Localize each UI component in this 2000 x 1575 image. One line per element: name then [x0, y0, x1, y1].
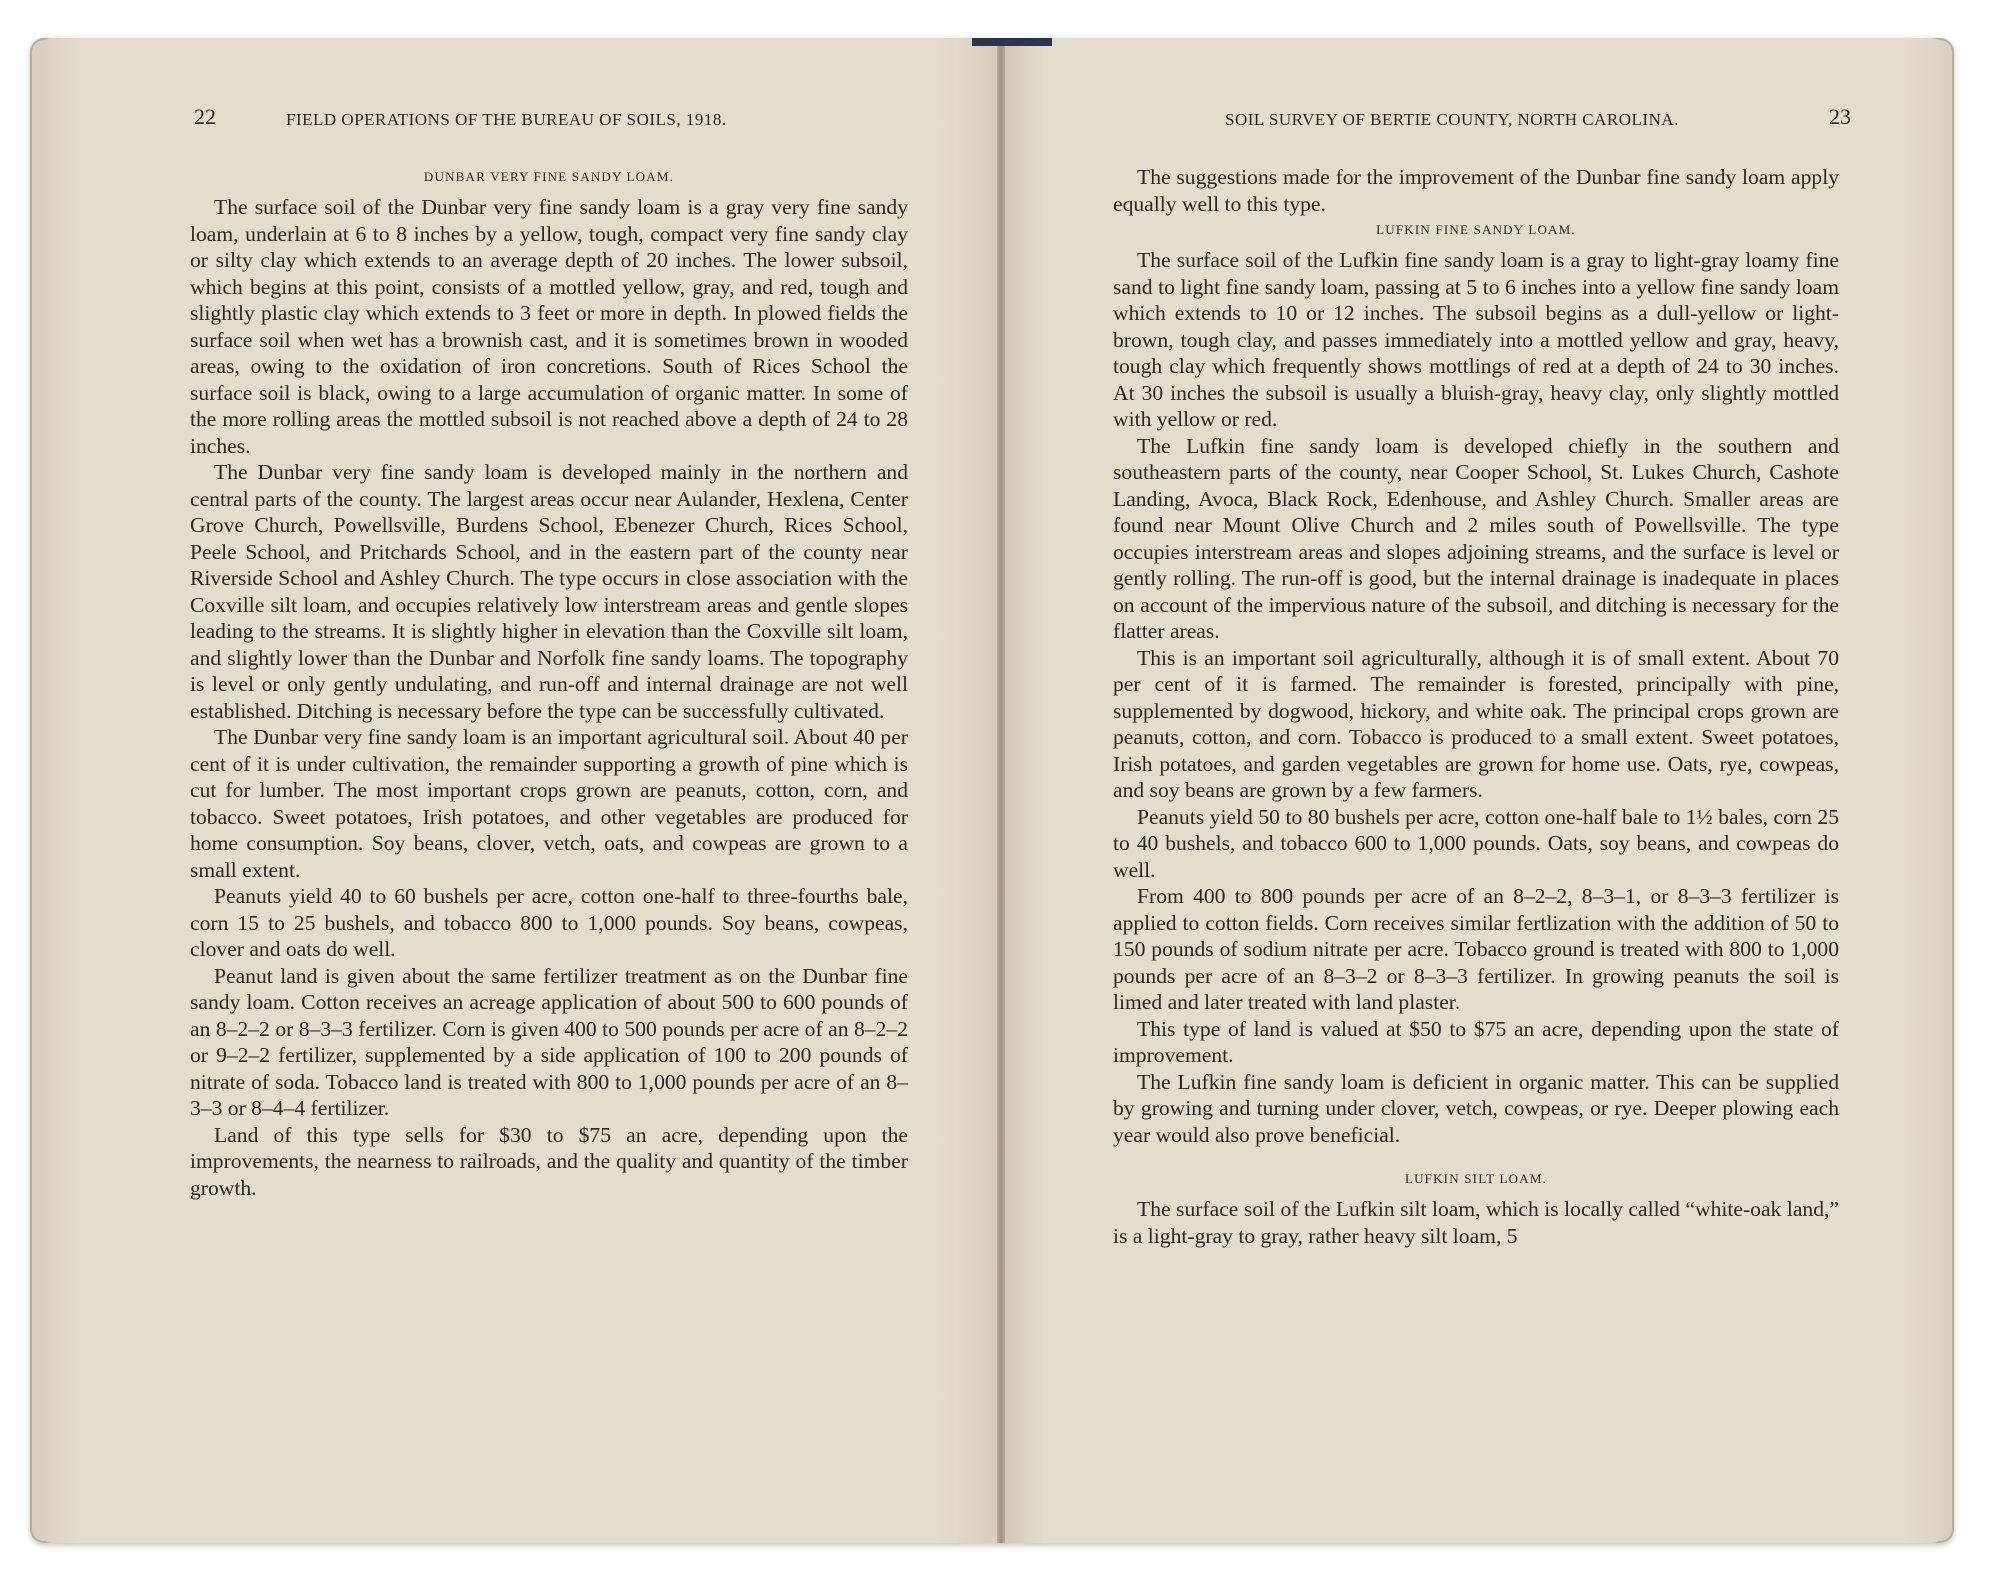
- section-title: LUFKIN SILT LOAM.: [1404, 1171, 1548, 1186]
- paragraph: The Lufkin fine sandy loam is developed chiefly in the southern and southeastern parts of the county, near Cooper School, St. Lukes Church, Cashote Landing, Avoca, Black Rock, Edenhouse, and Ashley Church. Smaller areas are found near Mount Olive Church and 2 miles south of Powellsville. The type occupies interstream areas and slopes adjoining streams, and the surface is level or gently rolling. The run-off is good, but the internal drainage is inadequate in places on account of the impervious nature of the subsoil, and ditching is necessary for the flatter areas.: [1113, 433, 1839, 643]
- paragraph: The Dunbar very fine sandy loam is an important agricultural soil. About 40 per cent of it is under cultivation, the remainder supporting a growth of pine which is cut for lumber. The most important crops grown are peanuts, cotton, corn, and tobacco. Sweet potatoes, Irish potatoes, and other vegetables are produced for home consumption. Soy beans, clover, vetch, oats, and cowpeas are grown to a small extent.: [190, 725, 908, 882]
- paragraph: Peanut land is given about the same fertilizer treatment as on the Dunbar fine sandy loam. Cotton receives an acreage application of about 500 to 600 pounds of an 8–2–2 or 8–3–3 fertilizer. Corn is given 400 to 500 pounds per acre of an 8–2–2 or 9–2–2 fertilizer, supplemented by a side application of 100 to 200 pounds of nitrate of soda. Tobacco land is treated with 800 to 1,000 pounds per acre of an 8–3–3 or 8–4–4 fertilizer.: [190, 963, 908, 1120]
- paragraph: From 400 to 800 pounds per acre of an 8–2–2, 8–3–1, or 8–3–3 fertilizer is applied to cotton fields. Corn receives similar fertlization with the addition of 50 to 150 pounds of sodium nitrate per acre. Tobacco ground is treated with 800 to 1,000 pounds per acre of an 8–3–2 or 8–3–3 fertilizer. In growing peanuts the soil is limed and later treated with land plaster.: [1113, 884, 1839, 1014]
- book-spread: [30, 38, 1954, 1543]
- paragraph: This is an important soil agriculturally, although it is of small extent. About 70 per cent of it is farmed. The remainder is forested, principally with pine, supplemented by dogwood, hickory, and white oak. The principal crops grown are peanuts, cotton, and corn. Tobacco is produced to a small extent. Sweet potatoes, Irish potatoes, and garden vegetables are grown for home use. Oats, rye, cowpeas, and soy beans are grown by a few farmers.: [1113, 645, 1839, 802]
- right-page: [1005, 38, 1944, 1543]
- paragraph: The surface soil of the Dunbar very fine sandy loam is a gray very fine sandy loam, underlain at 6 to 8 inches by a yellow, tough, compact very fine sandy clay or silty clay which extends to an average depth of 20 inches. The lower subsoil, which begins at this point, consists of a mottled yellow, gray, and red, tough and slightly plastic clay which extends to 3 feet or more in depth. In plowed fields the surface soil when wet has a brownish cast, and it is sometimes brown in wooded areas, owing to the oxidation of iron concretions. South of Rices School the surface soil is black, owing to a large accumulation of organic matter. In some of the more rolling areas the mottled subsoil is not reached above a depth of 24 to 28 inches.: [190, 195, 908, 458]
- running-head: FIELD OPERATIONS OF THE BUREAU OF SOILS, 1918.: [286, 110, 727, 129]
- page-number: 22: [194, 104, 216, 129]
- book-gutter: [997, 38, 1005, 1543]
- section-title: DUNBAR VERY FINE SANDY LOAM.: [423, 169, 675, 184]
- paragraph: The surface soil of the Lufkin silt loam, which is locally called “white-oak land,” is a light-gray to gray, rather heavy silt loam, 5: [1113, 1197, 1839, 1248]
- spine-tape: [972, 38, 1052, 46]
- left-page-text: [190, 164, 908, 1201]
- paragraph: The Dunbar very fine sandy loam is developed mainly in the northern and central parts of the county. The largest areas occur near Aulander, Hexlena, Center Grove Church, Powellsville, Burdens School, Ebenezer Church, Rices School, Peele School, and Pritchards School, and in the eastern part of the county near Riverside School and Ashley Church. The type occurs in close association with the Coxville silt loam, and occupies relatively low interstream areas and gentle slopes leading to the streams. It is slightly higher in elevation than the Coxville silt loam, and slightly lower than the Dunbar and Norfolk fine sandy loams. The topography is level or only gently undulating, and run-off and internal drainage are not well established. Ditching is necessary before the type can be successfully cultivated.: [190, 460, 908, 723]
- paragraph: Land of this type sells for $30 to $75 an acre, depending upon the improvements, the nearness to railroads, and the quality and quantity of the timber growth.: [190, 1122, 908, 1200]
- paragraph: Peanuts yield 50 to 80 bushels per acre, cotton one-half bale to 1½ bales, corn 25 to 40 bushels, and tobacco 600 to 1,000 pounds. Oats, soy beans, and cowpeas do well.: [1113, 804, 1839, 882]
- paragraph: The suggestions made for the improvement of the Dunbar fine sandy loam apply equally well to this type.: [1113, 165, 1839, 216]
- left-page: [40, 38, 997, 1543]
- paragraph: This type of land is valued at $50 to $75 an acre, depending upon the state of improvement.: [1113, 1016, 1839, 1067]
- section-title: LUFKIN FINE SANDY LOAM.: [1376, 222, 1576, 237]
- paragraph: The surface soil of the Lufkin fine sandy loam is a gray to light-gray loamy fine sand to light fine sandy loam, passing at 5 to 6 inches into a yellow fine sandy loam which extends to 10 or 12 inches. The subsoil begins as a dull-yellow or light-brown, tough clay, and passes immediately into a mottled yellow and gray, heavy, tough clay which frequently shows mottlings of red at a depth of 24 to 30 inches. At 30 inches the subsoil is usually a bluish-gray, heavy clay, only slightly mottled with yellow or red.: [1113, 248, 1839, 431]
- paragraph: The Lufkin fine sandy loam is deficient in organic matter. This can be supplied by growing and turning under clover, vetch, cowpeas, or rye. Deeper plowing each year would also prove beneficial.: [1113, 1069, 1839, 1147]
- right-page-text: [1113, 164, 1839, 1249]
- paragraph: Peanuts yield 40 to 60 bushels per acre, cotton one-half to three-fourths bale, corn 15 to 25 bushels, and tobacco 800 to 1,000 pounds. Soy beans, cowpeas, clover and oats do well.: [190, 884, 908, 961]
- running-head: SOIL SURVEY OF BERTIE COUNTY, NORTH CAROLINA.: [1225, 110, 1679, 129]
- page-number: 23: [1829, 104, 1851, 129]
